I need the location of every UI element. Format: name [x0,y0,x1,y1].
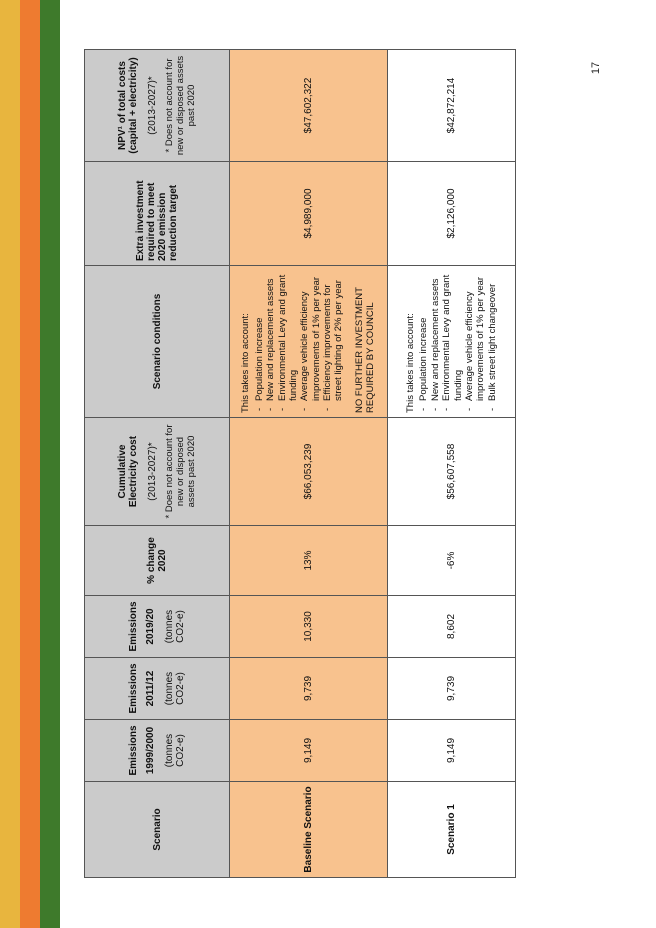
header-npv-title: NPV¹ of total costs (capital + electricity) [117,57,139,154]
header-scenario: Scenario [85,782,230,878]
list-item: - New and replacement assets [430,270,441,401]
list-item: - Efficiency improvements for street lighting of 2% per year [322,270,345,401]
scenario-table [84,49,516,878]
cell-scenario: Baseline Scenario [230,782,388,878]
table-row-baseline [230,50,388,878]
header-emissions-title: Emissions [128,663,139,714]
cell-extra-investment: $4,989,000 [230,162,388,266]
conditions-intro: This takes into account: [240,313,252,413]
header-scenario-conditions: Scenario conditions [85,266,230,418]
header-emissions-2011 [85,658,230,720]
header-cost-note: * Does not account for new or disposed assets past 2020 [164,424,197,519]
decor-stripe-orange [20,0,40,928]
conditions-intro: This takes into account: [404,313,416,413]
header-npv [85,50,230,162]
header-npv-note: * Does not account for new or disposed assets past 2020 [164,55,197,156]
list-item: - Average vehicle efficiency improvements of 1% per year [464,270,487,401]
cell-extra-investment: $2,126,000 [388,162,516,266]
header-emissions-year: 2011/12 [145,670,156,707]
cell-emissions-1999: 9,149 [230,720,388,782]
header-emissions-year: 1999/2000 [145,726,156,775]
header-emissions-unit: (tonnes CO2-e) [164,671,186,706]
header-emissions-unit: (tonnes CO2-e) [164,609,186,644]
header-emissions-title: Emissions [128,601,139,652]
page-number: 17 [590,61,602,75]
header-emissions-2019 [85,596,230,658]
decor-stripe-yellow [0,0,20,928]
list-item: - Environmental Levy and grant funding [277,270,300,401]
cell-scenario-conditions [230,266,388,418]
header-emissions-unit: (tonnes CO2-e) [164,733,186,768]
header-emissions-title: Emissions [128,725,139,776]
cell-scenario: Scenario 1 [388,782,516,878]
decor-stripe-green [40,0,60,928]
cell-npv: $47,602,322 [230,50,388,162]
header-npv-period: (2013-2027)* [147,76,158,135]
cell-percent-change: -6% [388,526,516,596]
cell-scenario-conditions [388,266,516,418]
conditions-list [418,270,498,413]
list-item: - Environmental Levy and grant funding [441,270,464,401]
list-item: - New and replacement assets [265,270,276,401]
list-item: - Population increase [418,270,429,401]
header-cost-title: Cumulative Electricity cost [117,435,139,508]
header-percent-change: % change 2020 [85,526,230,596]
header-emissions-year: 2019/20 [145,608,156,645]
table-row-scenario-1 [388,50,516,878]
cell-percent-change: 13% [230,526,388,596]
conditions-note: NO FURTHER INVESTMENT REQUIRED BY COUNCIL [353,287,377,413]
cell-cumulative-cost: $56,607,558 [388,418,516,526]
header-cumulative-cost [85,418,230,526]
cell-npv: $42,872,214 [388,50,516,162]
cell-emissions-1999: 9,149 [388,720,516,782]
header-emissions-1999 [85,720,230,782]
header-cost-period: (2013-2027)* [147,442,158,501]
header-extra-investment: Extra investment required to meet 2020 emission reduction target [85,162,230,266]
cell-emissions-2019: 10,330 [230,596,388,658]
list-item: - Average vehicle efficiency improvements of 1% per year [299,270,322,401]
cell-emissions-2019: 8,602 [388,596,516,658]
cell-emissions-2011: 9,739 [230,658,388,720]
scenario-table-rotated [84,50,516,878]
cell-emissions-2011: 9,739 [388,658,516,720]
conditions-list [254,270,345,413]
header-row [85,50,230,878]
list-item: - Population increase [254,270,265,401]
cell-cumulative-cost: $66,053,239 [230,418,388,526]
list-item: - Bulk street light changeover [487,270,498,401]
